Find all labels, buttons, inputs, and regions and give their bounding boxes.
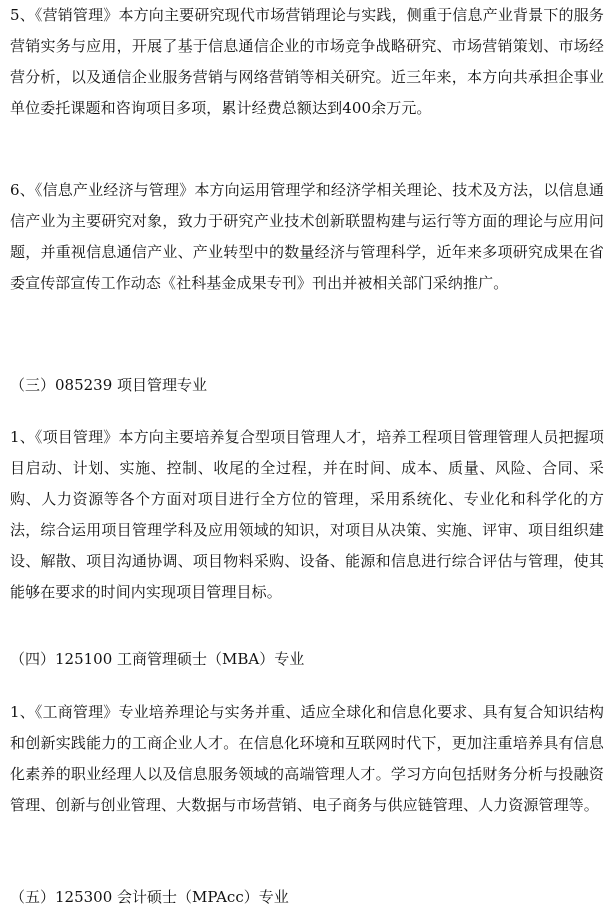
paragraph-business-administration: 1、《工商管理》专业培养理论与实务并重、适应全球化和信息化要求、具有复合知识结构和创新实践能力的工商企业人才。在信息化环境和互联网时代下，更加注重培养具有信息化素养的职业经理人以及信息服务领域的高端管理人才。学习方向包括财务分析与投融资管理、创新与创业管理、大数据与市场营销、电子商务与供应链管理、人力资源管理等。 [10, 703, 604, 814]
paragraph-info-industry-economics: 6、《信息产业经济与管理》本方向运用管理学和经济学相关理论、技术及方法，以信息通信产业为主要研究对象，致力于研究产业技术创新联盟构建与运行等方面的理论与应用问题，并重视信息通信产业、产业转型中的数量经济与管理科学，近年来多项研究成果在省委宣传部宣传工作动态《社科基金成果专刊》刊出并被相关部门采纳推广。 [10, 181, 604, 292]
paragraph-project-management: 1、《项目管理》本方向主要培养复合型项目管理人才，培养工程项目管理管理人员把握项目启动、计划、实施、控制、收尾的全过程，并在时间、成本、质量、风险、合同、采购、人力资源等各个方面对项目进行全方位的管理，采用系统化、专业化和科学化的方法，综合运用项目管理学科及应用领域的知识，对项目从决策、实施、评审、项目组织建设、解散、项目沟通协调、项目物料采购、设备、能源和信息进行综合评估与管理，使其能够在要求的时间内实现项目管理目标。 [10, 428, 604, 601]
section-heading-mba: （四）125100 工商管理硕士（MBA）专业 [10, 650, 305, 668]
section-heading-mpacc: （五）125300 会计硕士（MPAcc）专业 [10, 888, 289, 906]
paragraph-marketing-management: 5、《营销管理》本方向主要研究现代市场营销理论与实践，侧重于信息产业背景下的服务营销实务与应用，开展了基于信息通信企业的市场竞争战略研究、市场营销策划、市场经营分析，以及通信企业服务营销与网络营销等相关研究。近三年来，本方向共承担企事业单位委托课题和咨询项目多项，累计经费总额达到400余万元。 [10, 6, 604, 117]
section-heading-project-management: （三）085239 项目管理专业 [10, 376, 208, 394]
